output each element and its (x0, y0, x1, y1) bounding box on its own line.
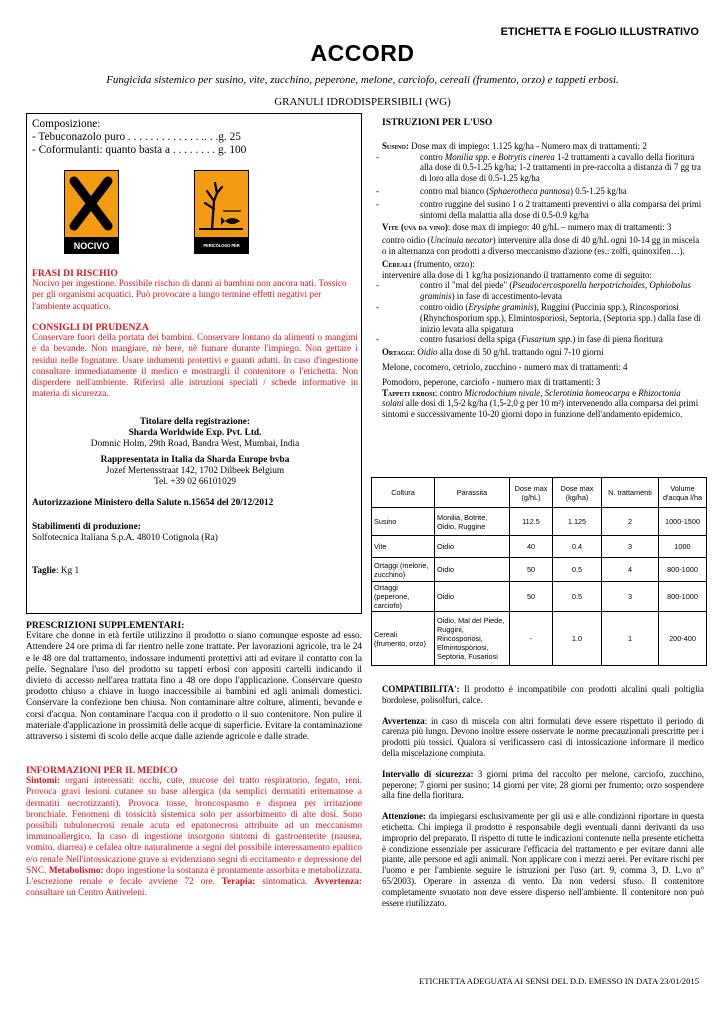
tappeti-line: Tappeti erbosi: contro Microdochium nivale, Sclerotinia homeocarpa e Rhizoctonia solani alle dosi di 1,5-2 kg/ha (1,5-2,0 g per 10 m²) intervenendo alla comparsa dei primi sintomi e successivamente 10-20 giorni dopo in funzione dell'andamento epidemico. (382, 387, 699, 420)
representative-address: Jozef Mertensstraat 142, 1702 Dilbeek Belgium (105, 465, 285, 476)
vite-oidio: contro oidio (Uncinula necator) intervenire alla dose di 40 g/hL ogni 10-14 gg in miscela o in alternanza con prodotti a diverso meccanismo d'azione (es.: zolfi, quinoxifen…). (382, 235, 700, 256)
vite-label: Vite (uva da vino) (382, 222, 448, 233)
prudence-heading: CONSIGLI DI PRUDENZA (32, 322, 149, 333)
susino-item-3: - contro ruggine del susino 1 o 2 trattamenti preventivi o alla comparsa dei primi sintomi della malattia alla dose di 0.5-0.9 kg/ha (376, 198, 702, 220)
dose-table-header (372, 478, 707, 508)
warning-label: Avvertenza: (314, 877, 362, 888)
instructions-heading: ISTRUZIONI PER L'USO (382, 117, 493, 128)
cereali-label: Cereali (382, 258, 412, 269)
mixture-warning (382, 716, 704, 759)
safety-interval-text: 3 giorni prima del raccolto per melone, carciofo, zucchino, peperone; 7 giorni per susino; 14 giorni per vite; 28 giorni per frumento; orzo sospendere alla fine della fioritura. (382, 768, 704, 801)
safety-interval-label: Intervallo di sicurezza: (382, 768, 474, 779)
table-row: Ortaggi (peperone, carciofo) Oidio 50 0.5 3 800-1000 (372, 582, 707, 612)
right-lower-section (382, 684, 704, 908)
dose-table (371, 477, 707, 666)
composition-line-1: - Tebuconazolo puro . . . . . . . . . . . . . .. . .g. 25 (32, 131, 241, 143)
cereali-intro: intervenire alla dose di 1 kg/ha posizionando il trattamento come di seguito: (382, 269, 652, 280)
holder-address: Domnic Holm, 29th Road, Bandra West, Mumbai, India (90, 439, 300, 450)
vite-text: : dose max di impiego: 40 g/hL – numero max di trattamenti: 3 (447, 222, 672, 233)
medical-info (26, 765, 362, 899)
mixture-warning-label: Avvertenza (382, 715, 425, 726)
label-type-heading: ETICHETTA E FOGLIO ILLUSTRATIVO (500, 26, 699, 38)
susino-line (382, 141, 704, 152)
col-header-treatments: N. trattamenti (602, 478, 659, 508)
harmful-caption: NOCIVO (64, 238, 119, 254)
col-header-dose-kgha: Dose max (kg/ha) (553, 478, 602, 508)
compatibility (382, 684, 704, 706)
pomodoro-line: Pomodoro, peperone, carciofo - numero max di trattamenti: 3 (382, 376, 601, 387)
x-cross-icon (65, 171, 117, 236)
footer-note: ETICHETTA ADEGUATA AI SENSI DEL D.D. EMESSO IN DATA 23/01/2015 (418, 976, 699, 986)
col-header-water-volume: Volume d'acqua l/ha (659, 478, 707, 508)
harmful-pictogram (64, 170, 119, 254)
sizes-label: Taglie (32, 566, 56, 576)
cereali-item-2: - contro oidio (Erysiphe graminis), Ruggini (Puccinia spp.), Rincosporiosi (Rhynchosporium spp.), Elmintosporiosi, Septoria, (Septoria spp.) dalla fase di inizio levata alla spigatura (376, 301, 701, 334)
environment-pictogram (194, 170, 249, 264)
environment-caption: PERICOLOSO PER L'AMBIENTE (194, 238, 249, 254)
cereali-line: Cereali (frumento, orzo): (382, 258, 475, 269)
cereali-item-1: - contro il "mal del piede" (Pseudocercosporella herpotrichoides, Ophiobolus graminis) in fase di accestimento-levata (376, 280, 691, 302)
susino-item-2: - contro mal bianco (Sphaerotheca pannosa) 0.5-1.25 kg/ha (376, 185, 627, 196)
attention-text: da impiegarsi esclusivamente per gli usi e alle condizioni riportare in questa etichetta. Chi impiega il prodotto è responsabile degli eventuali danni derivanti da uso improprio del preparato. Il rispetto di tutte le indicazioni contenute nella presente etichetta è condizione essenziale per assicurare l'efficacia del trattamento e per evitare danni alle piante, alle persone ed agli animali. Non applicare con i mezzi aerei. Per evitare rischi per l'uomo e per l'ambiente seguire le istruzioni per l'uso (art. 9, comma 3, D. L.vo n° 65/2003). Operare in assenza di vento. Da non vedersi sfuso. Il contenitore completamente svuotato non deve essere disperso nell'ambiente. Il contenitore non può essere riutilizzato. (382, 811, 704, 908)
registration-holder (32, 417, 358, 488)
susino-text: Dose max di impiego: 1.125 kg/ha - Numero max di trattamenti: 2 (408, 140, 647, 151)
holder-company: Sharda Worldwide Exp. Pvt. Ltd. (128, 428, 262, 439)
risk-heading: FRASI DI RISCHIO (32, 268, 118, 279)
metabolism-text: dopo ingestione la sostanza è prontamente assorbita e metabolizzata. L'escrezione renale e fecale avviene 72 ore. (26, 865, 363, 888)
melone-line: Melone, cocomero, cetriolo, zucchino - numero max di trattamenti: 4 (382, 361, 628, 372)
symptoms-text: organi interessati: occhi, cute, mucose del tratto respiratorio, fegato, reni. Provoca gravi lesioni cutanee su base allergica (da semplici dermatiti eritematose a dermatiti necrotizzanti). Provoca tosse, broncospasmo e dispnea per irritazione bronchiale. Fenomeni di tossicità sistemica solo per assorbimento di alte dosi. Sono possibili tubulonecrosi renale acuta ed epatonecrosi attribuite ad un meccanismo immunoallergico. In caso di ingestione insorgono sintomi di gastroenterite (nausea, vomito. diarrea) e cefalea oltre naturalmente a segni del possibile interessamento epaltico e/o rena!e Nell'intossicazione grave si evidenziano segni di eccitamento e depressione del SNC. (26, 776, 362, 876)
vite-line (382, 222, 704, 233)
compatibility-text: Il prodotto è incompatibile con prodotti alcalini quali poltiglia bordolese, polisolfuri, calce. (382, 684, 704, 705)
plants-text: Solfotecnica Italiana S.p.A. 48010 Cotignola (Ra) (32, 533, 218, 544)
sizes-text: : Kg 1 (55, 566, 80, 576)
risk-text: Nocivo per ingestione. Possibile rischio di danni ai bambini non ancora nati. Tossico per gli organismi acquatici. Può provocare a lungo termine effetti negativi per l'ambiente acquatico. (32, 279, 347, 312)
mixture-warning-text: : in caso di miscela con altri formulati deve essere rispettato il periodo di carenza più lungo. Devono inoltre essere osservate le norme precauzionali prescritte per i prodotti più tossici. Qualora si verificassero casi di intossicazione informare il medico della miscelazione compiuta. (382, 715, 704, 758)
compatibility-label: COMPATIBILITA': (382, 684, 460, 694)
col-header-dose-ghl: Dose max (g/hL) (510, 478, 553, 508)
attention-label: Attenzione: (382, 811, 426, 822)
composition-line-2: - Coformulanti: quanto basta a . . . . . . . . g. 100 (32, 144, 247, 156)
safety-interval (382, 769, 704, 801)
medical-heading: INFORMAZIONI PER IL MEDICO (26, 765, 178, 776)
plants-heading: Stabilimenti di produzione: (32, 522, 141, 532)
metabolism-label: Metabolismo: (48, 865, 104, 876)
therapy-text: sintomatica. (255, 877, 315, 888)
symptoms-label: Sintomi: (26, 776, 61, 787)
risk-phrases (32, 268, 358, 313)
prudence-text: Conservare fuori della portata dei bambini. Conservare lontano da alimenti o mangimi e da bevande. Non mangiare, nè bere, nè fumare durante l'impiego. Non gettare i residui nelle fognature. Usare indumenti protettivi e guanti adatti. In caso d'ingestione consultare immediatamente il medico e mostrargli il contenitore o l'etichetta. Non disperdere nell'ambiente. Riferirsi alle istruzioni speciali / schede informative in materia di sicurezza. (32, 333, 358, 400)
production-plants (32, 522, 358, 544)
table-row: Susino Monilia, Botrite, Oidio, Ruggine 112.5 1.125 2 1000-1500 (372, 508, 707, 536)
therapy-label: Terapia: (221, 877, 256, 888)
attention (382, 811, 704, 908)
table-row: Ortaggi (melone, zucchino) Oidio 50 0.5 4 800-1000 (372, 558, 707, 582)
composition (32, 118, 246, 157)
supplementary-prescriptions (26, 620, 362, 743)
dead-tree-fish-icon (195, 171, 247, 236)
warning-text: consultare un Centro Antiveleni. (26, 888, 147, 899)
supplementary-text: Evitare che donne in età fertile utilizzino il prodotto o siano comunque esposte ad esso. Attendere 24 ore prima di far rientro nelle zone trattate. Per lavorazioni agricole, tra le 24 e le 48 ore dal trattamento, indossare indumenti protettivi atti ad evitare il contatto con la pelle. Segnalare l'uso del prodotto su tappeti erbosi con appositi cartelli indicando il divieto di accesso nell'area trattata fino a 48 ore dopo l'applicazione. Conservare questo prodotto chiuso a chiave in luogo inaccessibile ai bambini ed agli animali domestici. Conservare la confezione ben chiusa. Non contaminare altre colture, alimenti, bevande e corsi d'acqua. Non contaminare l'acqua con il prodotto o il suo contenitore. Non pulire il materiale d'applicazione in prossimità delle acque di superficie. Evitare la contaminazione attraverso i sistemi di scolo delle acque dalle aziende agricole e dalle strade. (26, 631, 362, 743)
susino-item-1: - contro Monilia spp. e Botrytis cinerea 1-2 trattamenti a cavallo della fioritura alla dose di 0.5-1.25 kg/ha; 1-2 trattamenti in pre-raccolta a distanza di 7 gg tra di loro alla dose di 0.5-1.25 kg/ha (376, 151, 701, 184)
composition-heading: Composizione: (32, 118, 101, 130)
representative-tel: Tel. +39 02 66101029 (153, 477, 237, 488)
representative-heading: Rappresentata in Italia da Sharda Europe bvba (100, 454, 290, 465)
medical-text (26, 776, 362, 899)
instructions (376, 117, 704, 420)
cereali-item-3: - contro fusariosi della spiga (Fusarium spp.) in fase di piena fioritura (376, 334, 663, 345)
authorization: Autorizzazione Ministero della Salute n.15654 del 20/12/2012 (32, 498, 274, 508)
product-title: ACCORD (310, 40, 415, 66)
holder-heading: Titolare della registrazione: (140, 417, 250, 427)
product-subtitle: Fungicida sistemico per susino, vite, zucchino, peperone, melone, carciofo, cereali (frumento, orzo) e tappeti erbosi. (106, 74, 619, 86)
ortaggi-label: Ortaggi (382, 347, 413, 358)
col-header-crop: Coltura (372, 478, 435, 508)
prudence-advice (32, 322, 358, 400)
table-row: Cereali (frumento, orzo) Oidio, Mal del Piede, Ruggini, Rincosporiosi, Elmintosporiosi, Septoria, Fusariosi - 1.0 1 200-400 (372, 612, 707, 666)
formulation-type: GRANULI IDRODISPERSIBILI (WG) (274, 96, 451, 108)
tappeti-label: Tappeti erbosi (382, 387, 435, 398)
ortaggi-line: Ortaggi: Oidio alla dose di 50 g/hL trattando ogni 7-10 giorni (382, 347, 604, 358)
table-row: Vite Oidio 40 0.4 3 1000 (372, 536, 707, 558)
supplementary-heading: PRESCRIZIONI SUPPLEMENTARI: (26, 620, 185, 631)
susino-label: Susino: (382, 140, 409, 151)
col-header-parasite: Parassita (435, 478, 510, 508)
sizes (32, 566, 79, 577)
